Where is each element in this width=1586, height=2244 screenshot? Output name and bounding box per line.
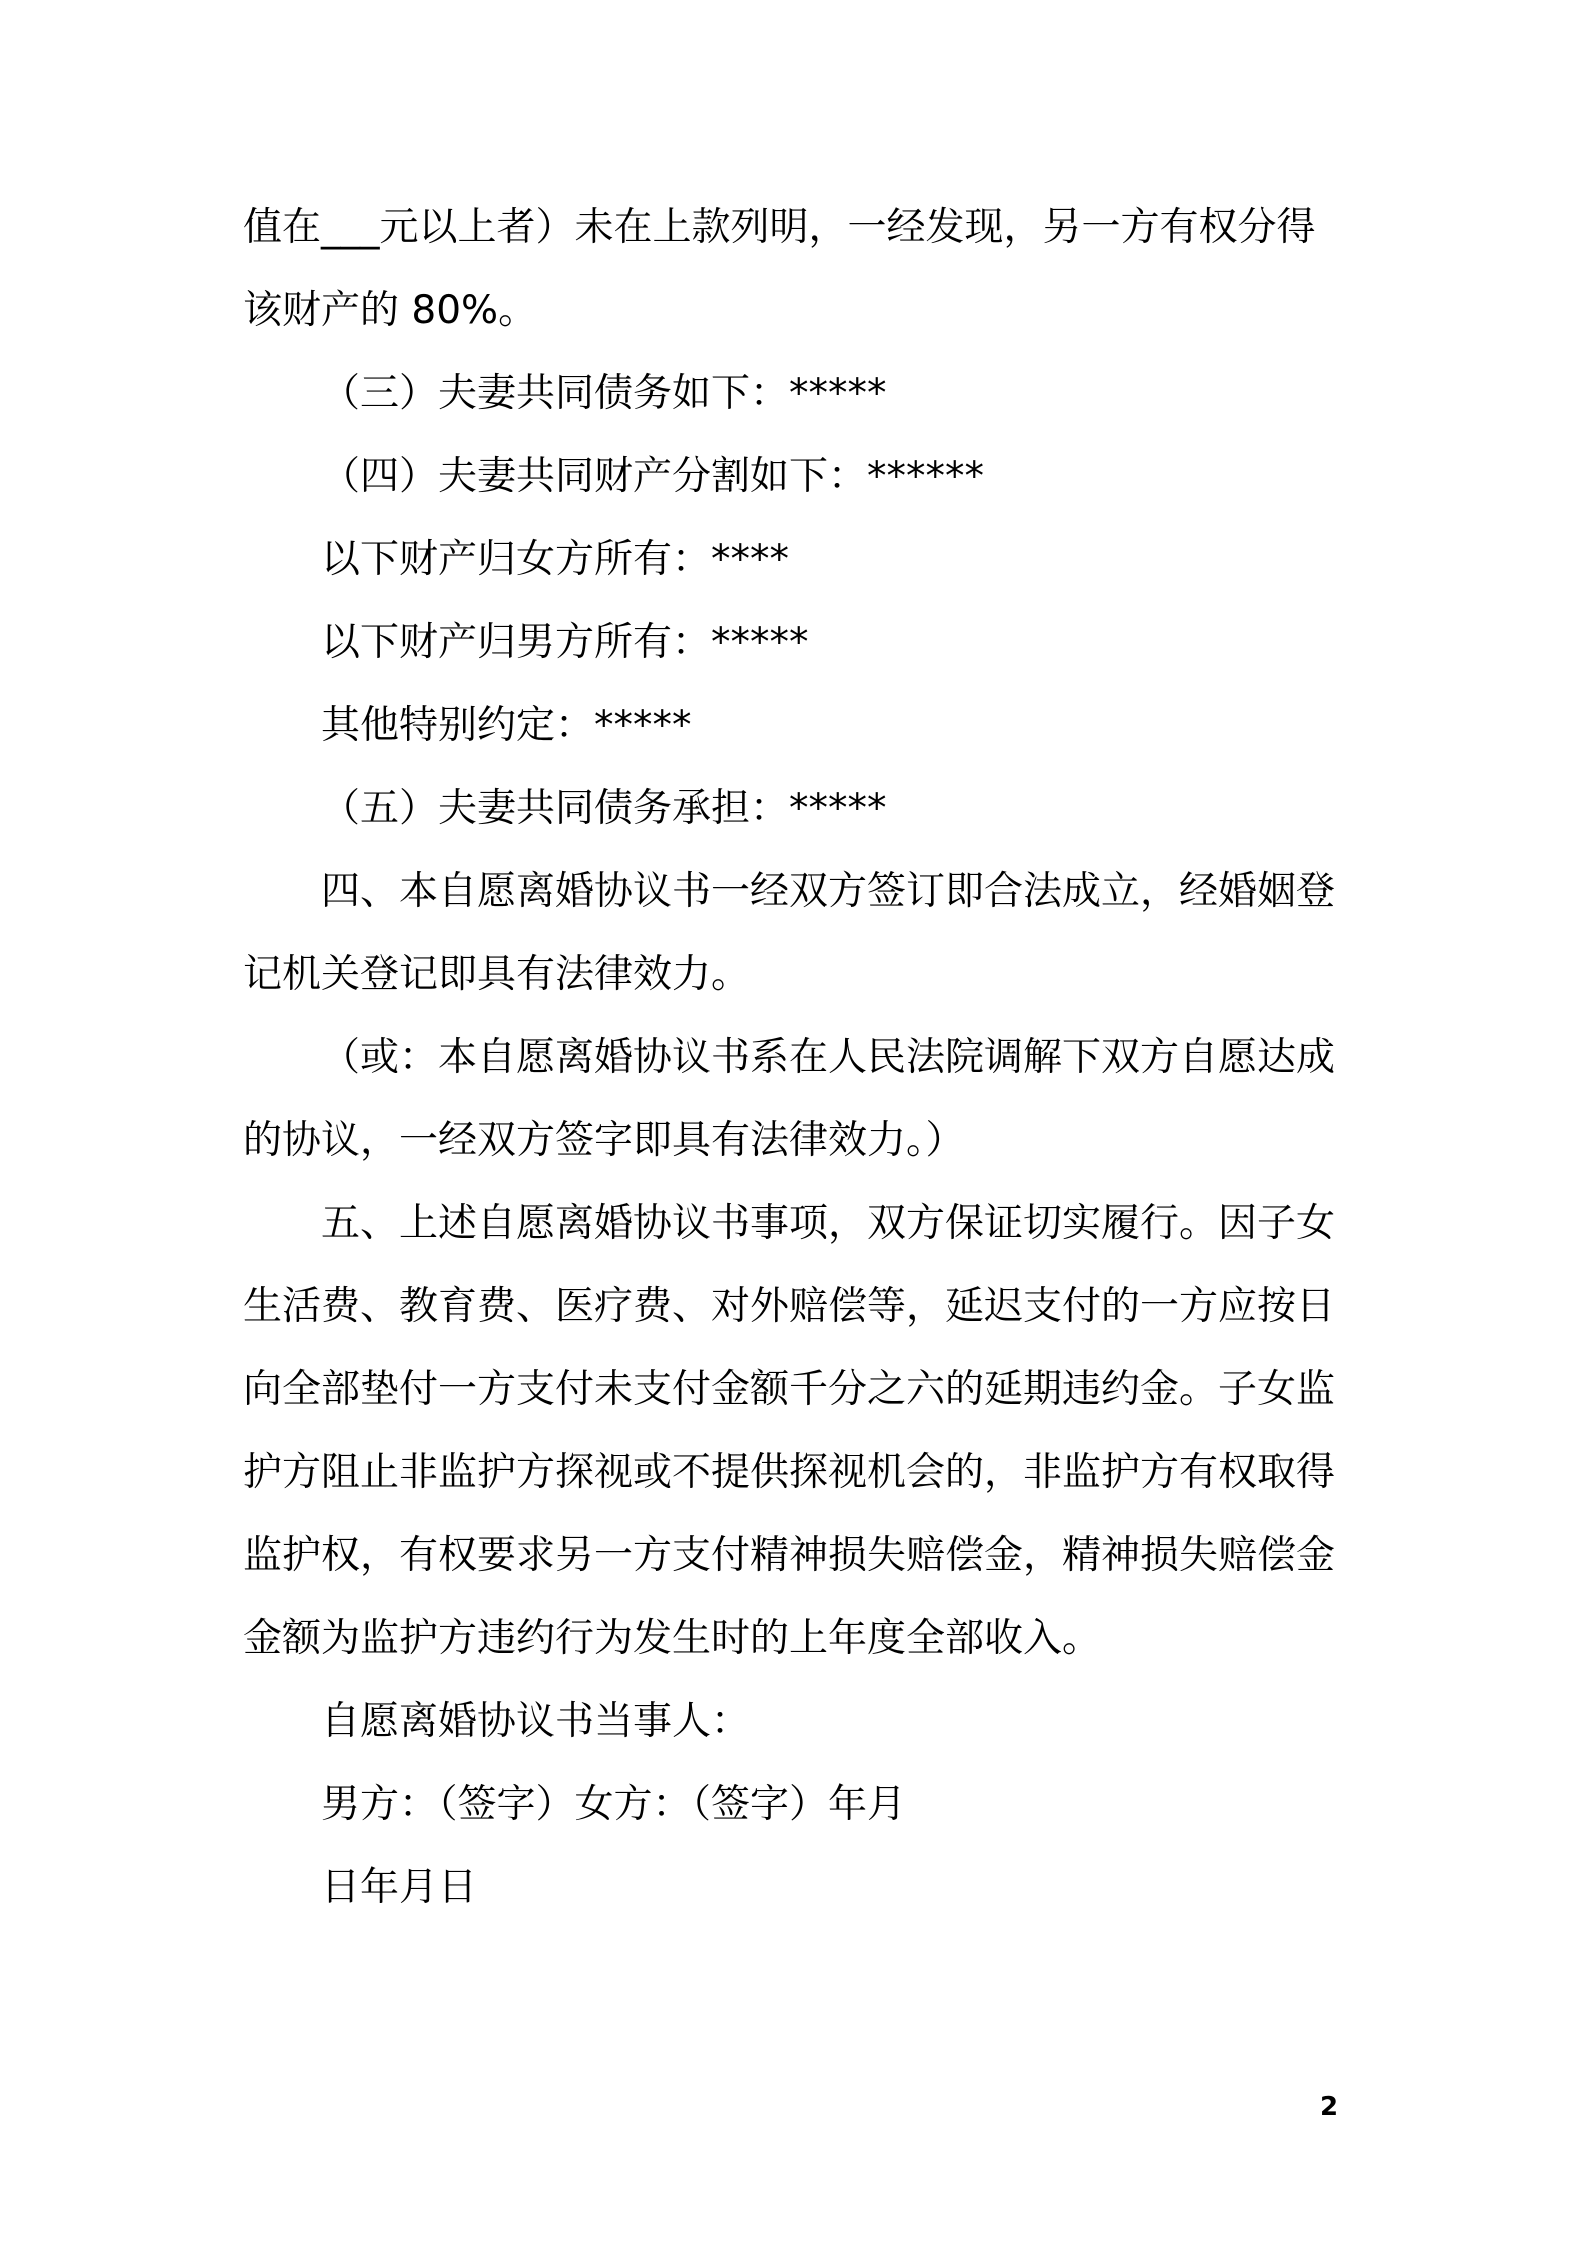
text-line-17: 监护权，有权要求另一方支付精神损失赔偿金，精神损失赔偿金 (243, 1533, 1336, 1578)
text-line-9: 四、本自愿离婚协议书一经双方签订即合法成立，经婚姻登 (321, 869, 1336, 914)
text-line-20: 男方：（签字）女方：（签字）年月 (321, 1782, 907, 1827)
text-line-3: （三）夫妻共同债务如下：***** (321, 371, 887, 416)
text-line-11: （或：本自愿离婚协议书系在人民法院调解下双方自愿达成 (321, 1035, 1336, 1080)
text-line-4: （四）夫妻共同财产分割如下：****** (321, 454, 985, 499)
text-line-15: 向全部垫付一方支付未支付金额千分之六的延期违约金。子女监 (243, 1367, 1336, 1412)
text-line-6: 以下财产归男方所有：***** (321, 620, 809, 665)
text-line-5: 以下财产归女方所有：**** (321, 537, 790, 582)
text-line-1: 值在___元以上者）未在上款列明，一经发现，另一方有权分得 (243, 205, 1316, 250)
text-line-16: 护方阻止非监护方探视或不提供探视机会的，非监护方有权取得 (243, 1450, 1336, 1495)
text-line-10: 记机关登记即具有法律效力。 (243, 952, 751, 997)
text-line-21: 日年月日 (321, 1865, 478, 1910)
text-line-12: 的协议，一经双方签字即具有法律效力。） (243, 1118, 965, 1163)
document-body (243, 186, 1355, 1929)
text-line-13: 五、上述自愿离婚协议书事项，双方保证切实履行。因子女 (321, 1201, 1336, 1246)
text-line-7: 其他特别约定：***** (321, 703, 692, 748)
text-line-19: 自愿离婚协议书当事人： (321, 1699, 751, 1744)
text-line-14: 生活费、教育费、医疗费、对外赔偿等，延迟支付的一方应按日 (243, 1284, 1336, 1329)
text-line-18: 金额为监护方违约行为发生时的上年度全部收入。 (243, 1616, 1102, 1661)
text-line-2: 该财产的 80%。 (243, 288, 538, 333)
text-line-8: （五）夫妻共同债务承担：***** (321, 786, 887, 831)
page-number: 2 (1320, 2092, 1339, 2122)
